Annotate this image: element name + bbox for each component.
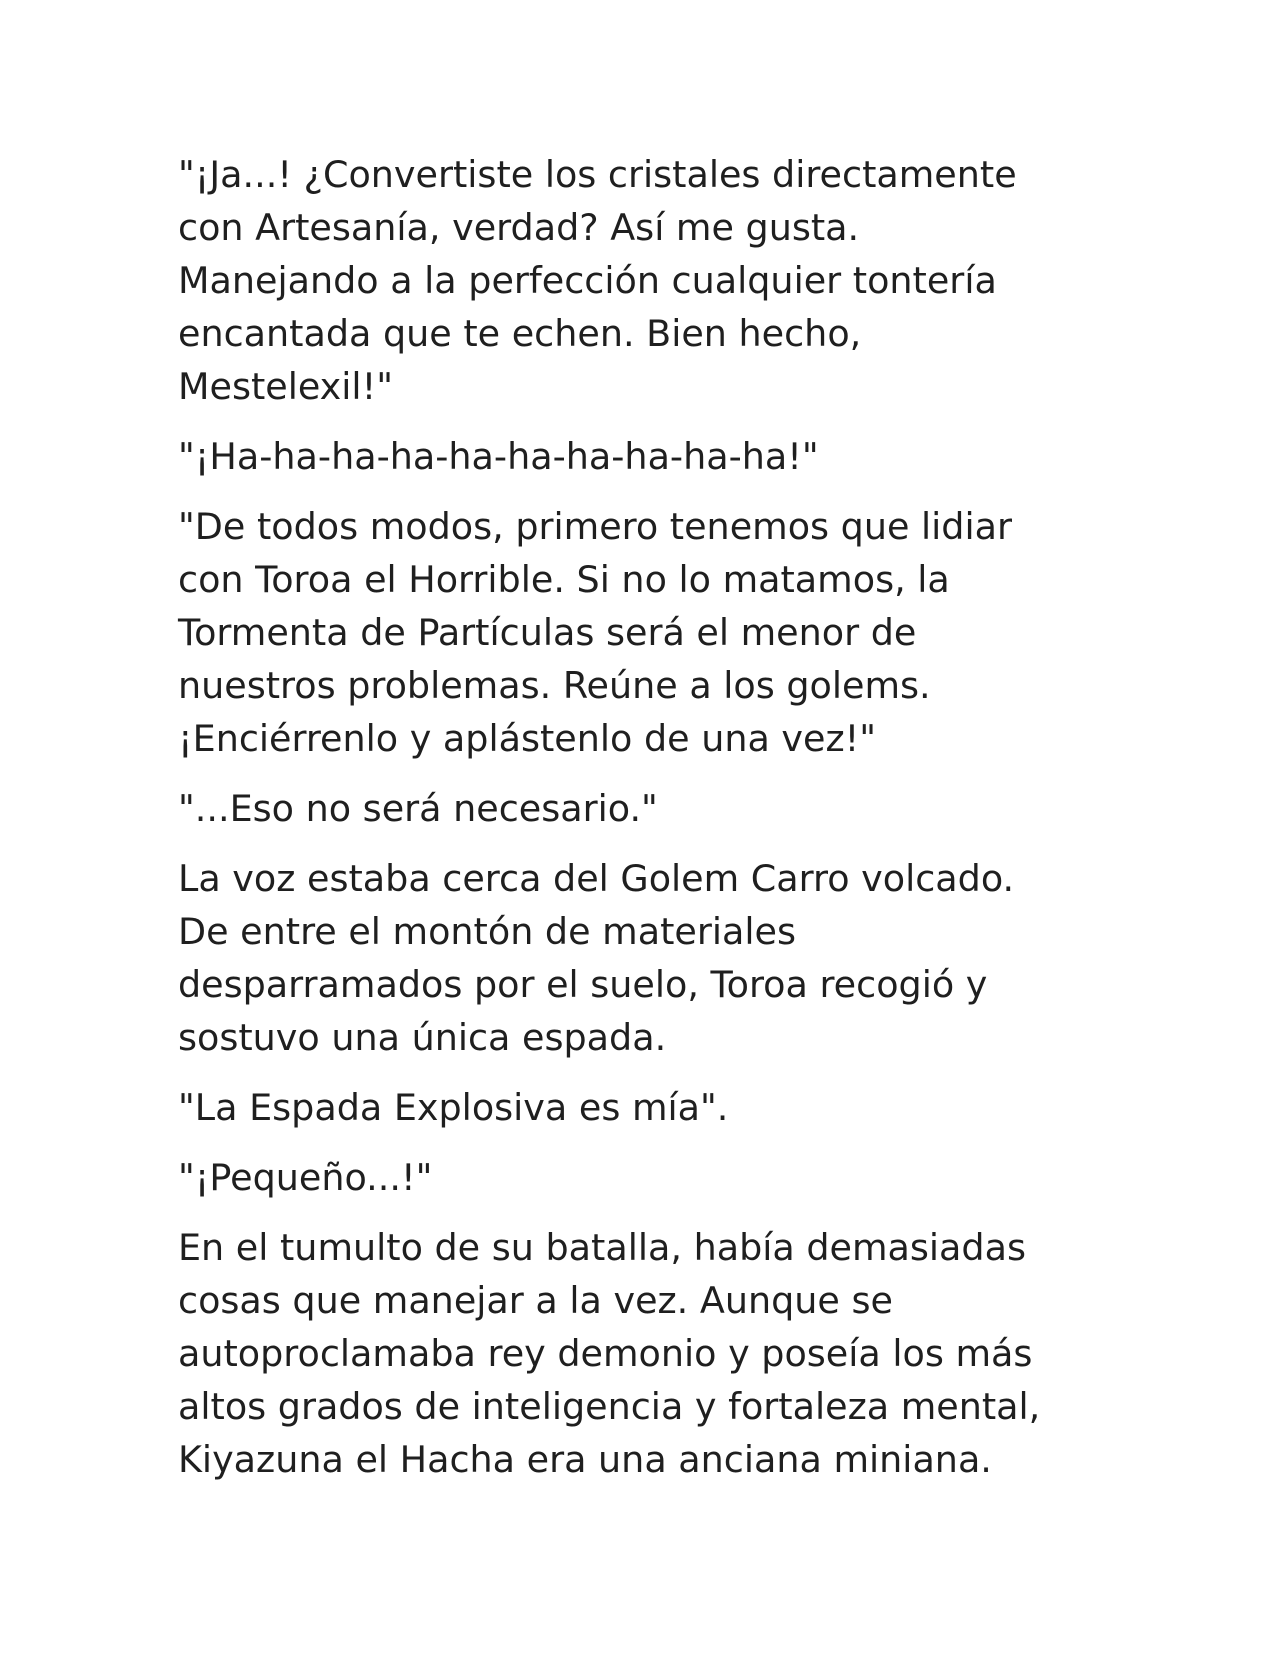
paragraph-2: "¡Ha-ha-ha-ha-ha-ha-ha-ha-ha-ha!" <box>178 435 819 478</box>
paragraph-8: En el tumulto de su batalla, había demasiadas cosas que manejar a la vez. Aunque se autoproclamaba rey demonio y poseía los más altos grados de inteligencia y fortaleza mental, Kiyazuna el Hacha era una anciana miniana. <box>178 1226 1041 1481</box>
paragraph-5: La voz estaba cerca del Golem Carro volcado. De entre el montón de materiales desparramados por el suelo, Toroa recogió y sostuvo una única espada. <box>178 857 1015 1059</box>
paragraph-6: "La Espada Explosiva es mía". <box>178 1086 729 1129</box>
paragraph-7: "¡Pequeño...!" <box>178 1156 433 1199</box>
paragraph-3: "De todos modos, primero tenemos que lidiar con Toroa el Horrible. Si no lo matamos, la Tormenta de Partículas será el menor de nuestros problemas. Reúne a los golems. ¡Enciérrenlo y aplástenlo de una vez!" <box>178 505 1012 760</box>
document-page <box>178 148 1098 1503</box>
paragraph-4: "...Eso no será necesario." <box>178 787 658 830</box>
paragraph-1: "¡Ja...! ¿Convertiste los cristales directamente con Artesanía, verdad? Así me gusta. Manejando a la perfección cualquier tontería encantada que te echen. Bien hecho, Mestelexil!" <box>178 153 1017 408</box>
